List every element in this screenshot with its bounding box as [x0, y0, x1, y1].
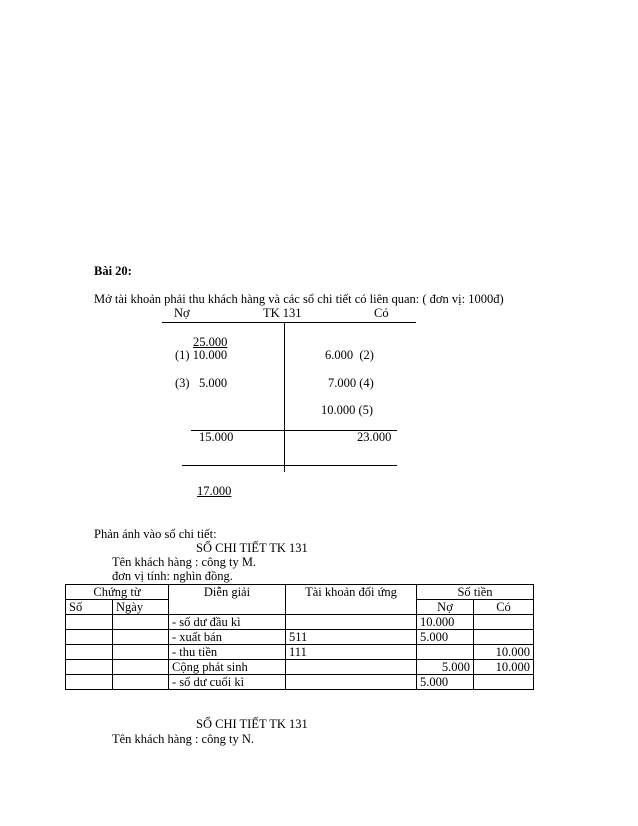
col-amount: Số tiền: [417, 585, 534, 600]
cell-date: [113, 660, 169, 675]
cell-credit: [474, 630, 534, 645]
t-account-top-line: [162, 322, 416, 323]
t-account-name: TK 131: [263, 306, 302, 320]
ledger-n-customer: Tên khách hàng : công ty N.: [112, 732, 254, 746]
cell-credit: 10.000: [474, 645, 534, 660]
col-debit: Nợ: [417, 600, 474, 615]
ledger-m-unit: đơn vị tính: nghìn đồng.: [112, 569, 233, 583]
cell-debit: 5.000: [417, 660, 474, 675]
col-counter-account: Tài khoản đối ứng: [286, 585, 417, 615]
col-date: Ngày: [113, 600, 169, 615]
table-header-row: [66, 585, 534, 600]
cell-number: [66, 630, 113, 645]
col-number: Số: [66, 600, 113, 615]
table-row: [66, 660, 534, 675]
t-account-credit-entry: 6.000 (2): [325, 348, 374, 362]
t-account-credit-entry: 7.000 (4): [328, 376, 374, 390]
cell-debit: 10.000: [417, 615, 474, 630]
t-account-opening-balance: 25.000: [193, 335, 228, 349]
ledger-m-table: [65, 584, 534, 690]
table-row: [66, 645, 534, 660]
cell-counter-account: [286, 675, 417, 690]
cell-number: [66, 675, 113, 690]
t-account-credit-label: Có: [374, 306, 389, 320]
t-account-debit-entry: (1) 10.000: [175, 348, 228, 362]
t-account-credit-entry: 10.000 (5): [321, 403, 374, 417]
t-account-closing-balance: 17.000: [197, 484, 232, 498]
cell-debit: [417, 645, 474, 660]
cell-counter-account: 111: [286, 645, 417, 660]
cell-number: [66, 615, 113, 630]
ledger-m-customer: Tên khách hàng : công ty M.: [112, 555, 257, 569]
table-row: [66, 615, 534, 630]
ledger-n-title: SỔ CHI TIẾT TK 131: [196, 717, 308, 731]
exercise-title: Bài 20:: [94, 264, 132, 278]
cell-counter-account: [286, 660, 417, 675]
reflect-label: Phản ánh vào sổ chi tiết:: [94, 527, 217, 541]
t-account-vertical-line: [284, 322, 285, 472]
cell-credit: [474, 675, 534, 690]
ledger-m-title: SỔ CHI TIẾT TK 131: [196, 541, 308, 555]
cell-debit: 5.000: [417, 675, 474, 690]
t-account-credit-total: 23.000: [357, 430, 392, 444]
cell-date: [113, 675, 169, 690]
cell-counter-account: [286, 615, 417, 630]
t-account-debit-total: 15.000: [199, 430, 234, 444]
table-row: [66, 675, 534, 690]
cell-number: [66, 645, 113, 660]
cell-credit: 10.000: [474, 660, 534, 675]
t-account-bottom-line: [182, 465, 397, 466]
cell-description: - xuất bán: [169, 630, 286, 645]
cell-description: - số dư đầu kì: [169, 615, 286, 630]
cell-number: [66, 660, 113, 675]
cell-credit: [474, 615, 534, 630]
cell-description: Cộng phát sinh: [169, 660, 286, 675]
exercise-intro: Mở tài khoản phải thu khách hàng và các sổ chi tiết có liên quan: ( đơn vị: 1000đ): [94, 292, 504, 306]
t-account-debit-entry: (3) 5.000: [175, 376, 228, 390]
t-account-debit-label: Nợ: [174, 306, 190, 320]
cell-description: - thu tiền: [169, 645, 286, 660]
col-credit: Có: [474, 600, 534, 615]
table-row: [66, 630, 534, 645]
col-description: Diễn giải: [169, 585, 286, 615]
col-voucher: Chứng từ: [66, 585, 169, 600]
cell-description: - số dư cuối kì: [169, 675, 286, 690]
cell-date: [113, 615, 169, 630]
cell-counter-account: 511: [286, 630, 417, 645]
cell-date: [113, 645, 169, 660]
cell-date: [113, 630, 169, 645]
cell-debit: 5.000: [417, 630, 474, 645]
